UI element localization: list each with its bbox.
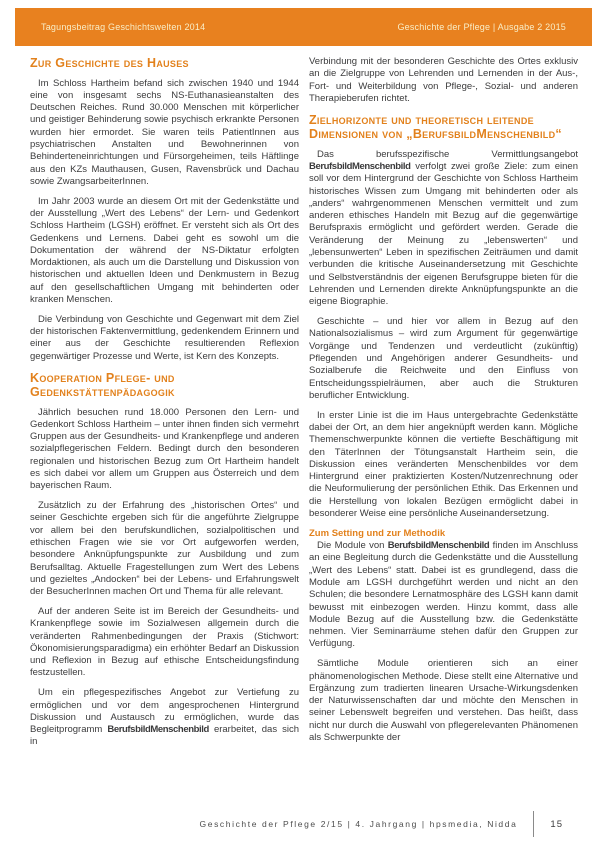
brand-wordmark: BerufsbildMenschenbild bbox=[387, 540, 490, 552]
paragraph: Die Module von BerufsbildMenschenbild finden im Anschluss an eine Begleitung durch die Gedenkstätte und die Ausstellung „Wert des Lebens“ statt. Dabei ist es grundlegend, dass die Module am LGSH durchgeführt werden und nicht an den Schulen; die besondere Lernatmosphäre des LGSH kann damit bewusst mit einbezogen werden. Hinzu kommt, dass alle Module Bezug auf die Ausstellung bzw. die Gedenkstätte nehmen. Vier Seminarräume stehen dafür den Gruppen zur Verfügung. bbox=[309, 540, 578, 650]
right-column bbox=[309, 56, 578, 756]
paragraph: Auf der anderen Seite ist im Bereich der Gesundheits- und Krankenpflege sowie im Sozialwesen allgemein durch die veränderten Rahmenbedingungen der Praxis (Stichwort: Ökonomisierungsparadigma) ein erhöhter Bedarf an Diskussion und Reflexion in Bezug auf ethische Entscheidungsfindung festzustellen. bbox=[30, 605, 299, 679]
paragraph: Im Schloss Hartheim befand sich zwischen 1940 und 1944 eine von insgesamt sechs NS-Euthanasieanstalten des Deutschen Reiches. Rund 30.000 Menschen mit körperlicher und geistiger Behinderung sowie psychisch erkrankte Personen wurden hier ermordet. Sie waren teils PatientInnen aus psychiatrischen Anstalten und Bewohnerinnen von Behinderteneinrichtungen und Fürsorgeheimen, teils Häftlinge aus den KZs Mauthausen, Gusen, Ravensbrück und Dachau sowie ZwangsarbeiterInnen. bbox=[30, 77, 299, 187]
paragraph: Um ein pflegespezifisches Angebot zur Vertiefung zu ermöglichen und vor dem angesprochenen Hintergrund Diskussion und Austausch zu ermöglichen, wurde das Begleitprogramm BerufsbildMenschenbild erarbeitet, das sich in bbox=[30, 687, 299, 748]
left-column bbox=[30, 56, 299, 756]
paragraph: In erster Linie ist die im Haus untergebrachte Gedenkstätte dabei der Ort, an dem hier angeknüpft werden kann. Mögliche Themenschwerpunkte können die vertiefte Beschäftigung mit den TäterInnen der Tötungsanstalt Hartheim sein, die Diskussion eines veränderten Menschenbildes vor dem Hintergrund einer praktizierten Kosten/Nutzenrechnung oder die Neuformulierung der persönlichen Ethik. Das Erkennen und die Herstellung von lokalen Bezügen ermöglicht dabei in besonderer Weise eine persönliche Auseinandersetzung. bbox=[309, 409, 578, 519]
header-left-text: Tagungsbeitrag Geschichtswelten 2014 bbox=[41, 22, 206, 32]
footer-divider bbox=[533, 811, 534, 837]
paragraph: Sämtliche Module orientieren sich an einer phänomenologischen Methode. Diese stellt eine Alternative und Ergänzung zum tradierten linearen Ursache-Wirkungsdenken der Naturwissenschaften dar und möchte den Menschen in seiner Lebenswelt begreifen und verstehen. Das heißt, dass nicht nur durch die Auswahl von pflegerelevanten Phänomenen als Schwerpunkte der bbox=[309, 658, 578, 744]
section-heading: Kooperation Pflege- und Gedenkstättenpädagogik bbox=[30, 370, 175, 400]
brand-wordmark: BerufsbildMenschenbild bbox=[107, 724, 209, 736]
sub-heading: Zum Setting und zur Methodik bbox=[309, 527, 446, 539]
paragraph: Im Jahr 2003 wurde an diesem Ort mit der Gedenkstätte und der Ausstellung „Wert des Lebens“ der Lern- und Gedenkort Schloss Hartheim (LGSH) eröffnet. Er versteht sich als Ort des Gedenkens und Lernens. Dabei geht es sowohl um die Dokumentation der während der NS-Diktatur erfolgten Mordaktionen, als auch um die Darstellung und Diskussion von historischen und aktuellen Ideen und Denkmustern in Bezug auf den gesellschaftlichen Umgang mit behinderten oder kranken Menschen. bbox=[30, 195, 299, 306]
paragraph: Das berufsspezifische Vermittlungsangebot BerufsbildMenschenbild verfolgt zwei große Ziele: zum einen soll vor dem Hintergrund der Geschichte von Schloss Hartheim historisches Wissen zum Umgang mit behinderten oder als „anders“ wahrgenommenen Menschen vermittelt und zum anderen ethisches Handeln mit Bezug auf die gegenwärtige Berufspraxis ermöglicht und gefördert werden. Gerade die Veränderung der Meinung zu „lebenswerten“ und „lebensunwerten“ Leben in spezifischen Zeiträumen und damit verbunden die kritische Auseinandersetzung mit Geschichte und Selbstverständnis der eigenen Berufsgruppe bieten für die Lehrenden und Lernenden direkte Anknüpfungspunkte an die eigene Biographie. bbox=[309, 148, 578, 308]
paragraph: Verbindung mit der besonderen Geschichte des Ortes exklusiv an die Zielgruppe von Lehrenden und Lernenden in der Aus-, Fort- und Weiterbildung von Pflege-, Sozial- und anderen Therapieberufen richtet. bbox=[309, 56, 578, 104]
page-number: 15 bbox=[550, 818, 563, 830]
paragraph: Die Verbindung von Geschichte und Gegenwart mit dem Ziel der historischen Faktenvermittlung, gedenkendem Erinnern und einer aus der Geschichte resultierenden Reflexion gegenwärtiger Prozesse und Werte, ist Kern des Konzepts. bbox=[30, 313, 299, 362]
paragraph: Jährlich besuchen rund 18.000 Personen den Lern- und Gedenkort Schloss Hartheim – unter ihnen finden sich vermehrt Gruppen aus der Gesundheits- und Krankenpflege und anderen sozialpflegerischen Feldern. Bedingt durch den besonderen regionalen und historischen Bezug zum Ort Hartheim handelt es sich dabei vor allem um Gruppen aus Österreich und dem bayerischen Raum. bbox=[30, 406, 299, 492]
article-body bbox=[30, 56, 578, 756]
page-header-bar bbox=[15, 8, 592, 46]
section-heading: Zur Geschichte des Hauses bbox=[30, 56, 189, 70]
paragraph: Zusätzlich zu der Erfahrung des „historischen Ortes“ und seiner Geschichte ergeben sich für die angeführte Zielgruppe vor allem bei den berufskundlichen, sozialpolitischen und ethischen Fragen wie sie vor Ort aufgeworfen werden, besondere Anknüpfungspunkte zur Ausbildung und zum Berufsalltag. Aktuelle Fragestellungen zum Wert des Lebens und gezieltes „Andocken“ bei der Lebens- und Erfahrungswelt der BesucherInnen machen Ort und Thema für alle relevant. bbox=[30, 500, 299, 598]
paragraph: Geschichte – und hier vor allem in Bezug auf den Nationalsozialismus – wird zum Argument für gegenwärtige Vorgänge und Tendenzen und verdeutlicht (zukünftig) Pflegenden und Angehörigen anderer Gesundheits- und Sozialberufe die Reichweite und den Einfluss von Entscheidungsspielräumen, aber auch die Strukturen beruflicher Entwicklung. bbox=[309, 316, 578, 401]
footer-citation: Geschichte der Pflege 2/15 | 4. Jahrgang | hpsmedia, Nidda bbox=[199, 819, 518, 829]
section-heading: Zielhorizonte und theoretisch leitende Dimensionen von „BerufsbildMenschenbild“ bbox=[309, 112, 562, 142]
brand-wordmark: BerufsbildMenschenbild bbox=[309, 160, 411, 172]
header-right-text: Geschichte der Pflege | Ausgabe 2 2015 bbox=[397, 22, 566, 32]
page-footer bbox=[30, 811, 563, 837]
